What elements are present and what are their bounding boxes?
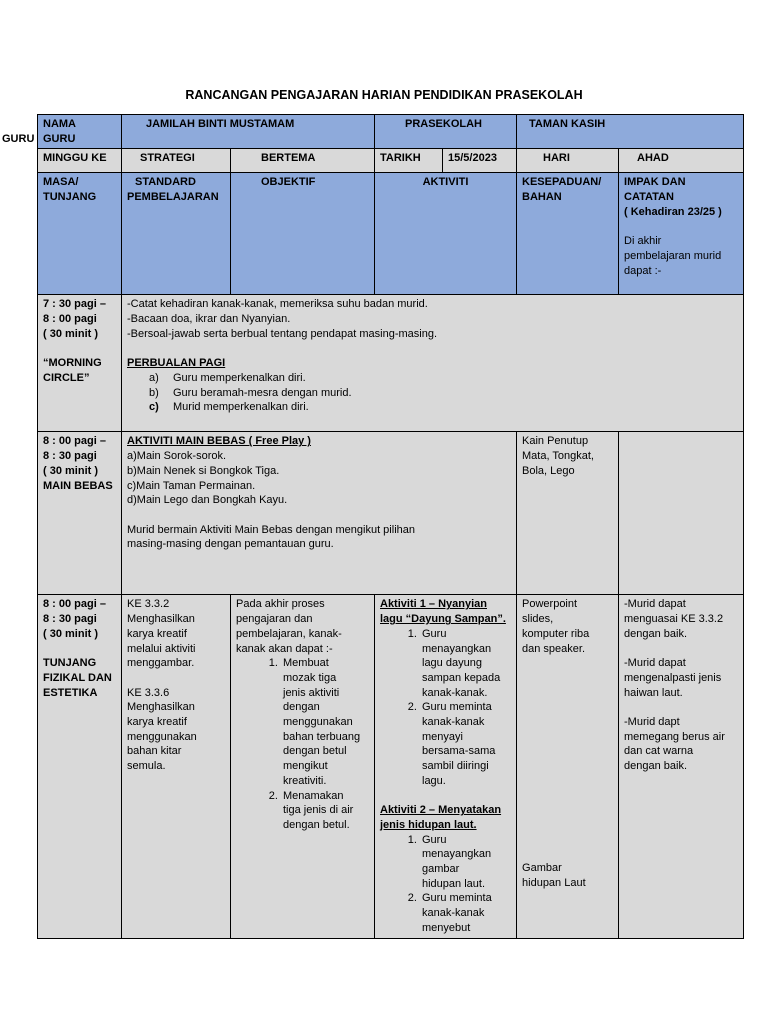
column-header-row: [38, 173, 744, 295]
guru-side-label: GURU: [2, 133, 35, 145]
objektif-cell: Pada akhir proses pengajaran dan pembelajaran, kanak- kanak akan dapat :- 1. Membuat mozak tiga jenis aktiviti dengan menggunakan bahan terbuang dengan betul mengikut kreativiti. 2. Menamakan tiga jenis di air dengan betul.: [231, 595, 375, 938]
impak-header: IMPAK DAN CATATAN ( Kehadiran 23/25 ) Di akhir pembelajaran murid dapat :-: [619, 173, 744, 295]
main-bebas-heading: AKTIVITI MAIN BEBAS ( Free Play ): [127, 435, 311, 448]
objektif-header: OBJEKTIF: [231, 173, 375, 295]
aktiviti-2-heading: Aktiviti 2 – Menyatakan: [380, 804, 502, 817]
bahan-cell: Powerpoint slides, komputer riba dan speaker. Gambar hidupan Laut: [517, 595, 619, 938]
standard-pembelajaran-cell: KE 3.3.2 Menghasilkan karya kreatif melalui aktiviti menggambar. KE 3.3.6 Menghasilkan karya kreatif menggunakan bahan kitar semula.: [122, 595, 231, 938]
objektif-list: [236, 656, 369, 832]
list-item: c) Murid memperkenalkan diri.: [149, 401, 309, 414]
lesson-plan-table: [37, 114, 744, 939]
list-item: b) Guru beramah-mesra dengan murid.: [149, 386, 352, 399]
perbualan-heading: PERBUALAN PAGI: [127, 357, 226, 370]
date-value: 15/5/2023: [443, 149, 517, 173]
session-main-bebas: [38, 432, 744, 595]
list-item: 2. Guru meminta kanak-kanak menyebut: [420, 891, 511, 935]
session-time: 7 : 30 pagi – 8 : 00 pagi ( 30 minit ) “MORNING CIRCLE”: [38, 295, 122, 432]
prasekolah-label: PRASEKOLAH: [375, 115, 517, 149]
session-time: 8 : 00 pagi – 8 : 30 pagi ( 30 minit ) TUNJANG FIZIKAL DAN ESTETIKA: [38, 595, 122, 938]
list-item: 1. Guru menayangkan gambar hidupan laut.: [420, 833, 511, 892]
perbualan-list: [127, 371, 738, 415]
minggu-label: MINGGU KE: [38, 149, 122, 173]
list-item: 1. Membuat mozak tiga jenis aktiviti dengan menggunakan bahan terbuang dengan betul mengikut kreativiti.: [281, 656, 369, 788]
session-time: 8 : 00 pagi – 8 : 30 pagi ( 30 minit ) MAIN BEBAS: [38, 432, 122, 595]
impak-cell: -Murid dapat menguasai KE 3.3.2 dengan baik. -Murid dapat mengenalpasti jenis haiwan laut. -Murid dapt memegang berus air dan cat warna dengan baik.: [619, 595, 744, 938]
main-bebas-bahan: Kain Penutup Mata, Tongkat, Bola, Lego: [517, 432, 619, 595]
aktiviti-2-list: [380, 833, 511, 936]
aktiviti-header: AKTIVITI: [375, 173, 517, 295]
aktiviti-1-heading: Aktiviti 1 – Nyanyian: [380, 598, 487, 611]
session-morning-circle: [38, 295, 744, 432]
nama-guru-label: NAMA GURU: [38, 115, 122, 149]
list-item: 2. Menamakan tiga jenis di air dengan betul.: [281, 789, 369, 833]
school-name: TAMAN KASIH: [517, 115, 744, 149]
masa-header: MASA/ TUNJANG: [38, 173, 122, 295]
aktiviti-1-list: [380, 627, 511, 789]
morning-circle-content: -Catat kehadiran kanak-kanak, memeriksa suhu badan murid. -Bacaan doa, ikrar dan Nyanyian. -Bersoal-jawab serta berbual tentang pendapat masing-masing. PERBUALAN PAGI a) Guru memperkenalkan diri. b) Guru beramah-mesra dengan murid. c) Murid memperkenalkan diri.: [122, 295, 744, 432]
list-item: a) Guru memperkenalkan diri.: [149, 371, 306, 384]
header-row-name: [38, 115, 744, 149]
tarikh-label: TARIKH: [375, 149, 443, 173]
hari-label: HARI: [517, 149, 619, 173]
aktiviti-cell: Aktiviti 1 – Nyanyian lagu “Dayung Sampan”. 1. Guru menayangkan lagu dayung sampan kepada kanak-kanak. 2. Guru meminta kanak-kanak menyayi bersama-sama sambil diiringi lagu. Aktiviti 2 – Menyatakan jenis hidupan laut. 1. Guru menayangkan gambar hidupan laut. 2. Guru meminta kanak-kanak menyebut: [375, 595, 517, 938]
page-title: RANCANGAN PENGAJARAN HARIAN PENDIDIKAN PRASEKOLAH: [185, 88, 583, 102]
list-item: 1. Guru menayangkan lagu dayung sampan kepada kanak-kanak.: [420, 627, 511, 701]
teacher-name: JAMILAH BINTI MUSTAMAM: [122, 115, 375, 149]
bertema-label: BERTEMA: [231, 149, 375, 173]
kesepaduan-header: KESEPADUAN/ BAHAN: [517, 173, 619, 295]
strategi-label: STRATEGI: [122, 149, 231, 173]
session-fizikal-estetika: [38, 595, 744, 938]
header-row-week: [38, 149, 744, 173]
main-bebas-impak: [619, 432, 744, 595]
standard-header: STANDARD PEMBELAJARAN: [122, 173, 231, 295]
main-bebas-content: AKTIVITI MAIN BEBAS ( Free Play ) a)Main Sorok-sorok. b)Main Nenek si Bongkok Tiga. c)Main Taman Permainan. d)Main Lego dan Bongkah Kayu. Murid bermain Aktiviti Main Bebas dengan mengikut pilihan masing-masing dengan pemantauan guru.: [122, 432, 517, 595]
day-value: AHAD: [619, 149, 744, 173]
list-item: 2. Guru meminta kanak-kanak menyayi bersama-sama sambil diiringi lagu.: [420, 700, 511, 788]
